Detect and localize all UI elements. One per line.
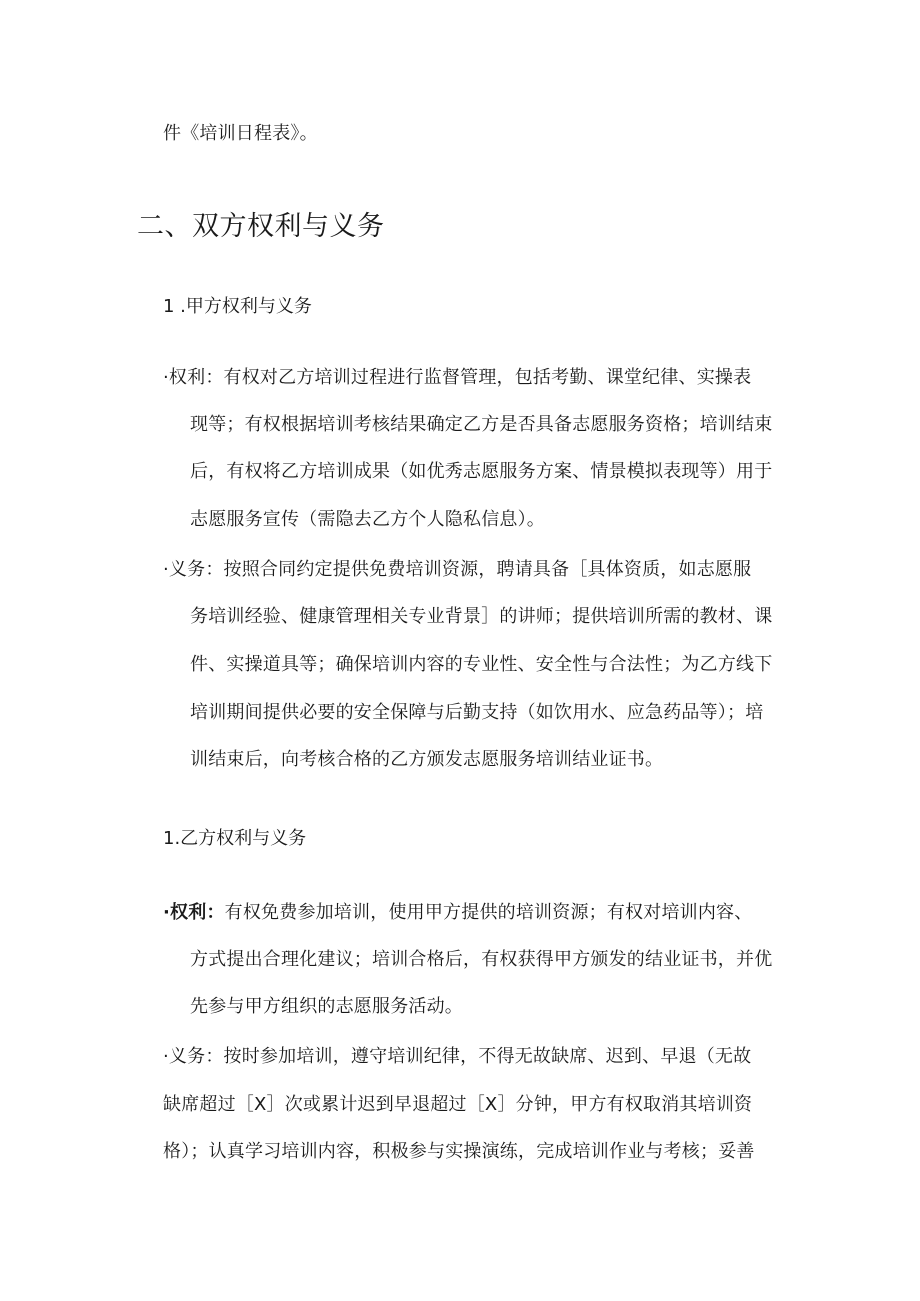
party-b-duties-line-1 [163, 1045, 751, 1069]
text-line: 件、实操道具等；确保培训内容的专业性、安全性与合法性；为乙方线下 [190, 654, 773, 675]
text-line: 后，有权将乙方培训成果（如优秀志愿服务方案、情景模拟表现等）用于 [190, 461, 773, 482]
text-line: 有权免费参加培训，使用甲方提供的培训资源；有权对培训内容、 [224, 902, 753, 923]
party-b-heading: 1.乙方权利与义务 [163, 828, 307, 849]
text-line: 现等；有权根据培训考核结果确定乙方是否具备志愿服务资格；培训结束 [190, 414, 773, 435]
text-line: 有权对乙方培训过程进行监督管理，包括考勤、课堂纪律、实操表 [223, 367, 752, 388]
bullet: · [163, 559, 169, 580]
text-line: 格）；认真学习培训内容，积极参与实操演练，完成培训作业与考核；妥善 [163, 1141, 755, 1162]
continuation-text: 件《培训日程表》。 [163, 123, 318, 144]
party-a-rights-line-1 [163, 366, 751, 390]
text-line: 志愿服务宣传（需隐去乙方个人隐私信息）。 [190, 509, 545, 530]
text-line: 先参与甲方组织的志愿服务活动。 [190, 996, 463, 1017]
party-a-heading: 1 .甲方权利与义务 [163, 296, 312, 317]
bullet: · [163, 902, 171, 923]
text-line: 按照合同约定提供免费培训资源，聘请具备［具体资质，如志愿服 [223, 559, 752, 580]
text-line: 按时参加培训，遵守培训纪律，不得无故缺席、迟到、早退（无故 [223, 1046, 752, 1067]
bullet: · [163, 1046, 169, 1067]
bullet: · [163, 367, 169, 388]
text-line: 方式提出合理化建议；培训合格后，有权获得甲方颁发的结业证书，并优 [190, 949, 773, 970]
duties-label: 义务： [168, 1046, 224, 1067]
duties-label: 义务： [168, 559, 224, 580]
party-a-duties-line-1 [163, 558, 751, 582]
text-line: 训结束后，向考核合格的乙方颁发志愿服务培训结业证书。 [190, 749, 664, 770]
section-title: 二、双方权利与义务 [137, 211, 385, 242]
text-line: 缺席超过［X］次或累计迟到早退超过［X］分钟，甲方有权取消其培训资 [163, 1094, 753, 1115]
text-line: 培训期间提供必要的安全保障与后勤支持（如饮用水、应急药品等）；培 [190, 702, 764, 723]
text-line: 务培训经验、健康管理相关专业背景］的讲师；提供培训所需的教材、课 [190, 606, 773, 627]
rights-label: 权利： [170, 902, 225, 923]
party-b-rights-line-1 [163, 901, 752, 925]
rights-label: 权利： [168, 367, 224, 388]
